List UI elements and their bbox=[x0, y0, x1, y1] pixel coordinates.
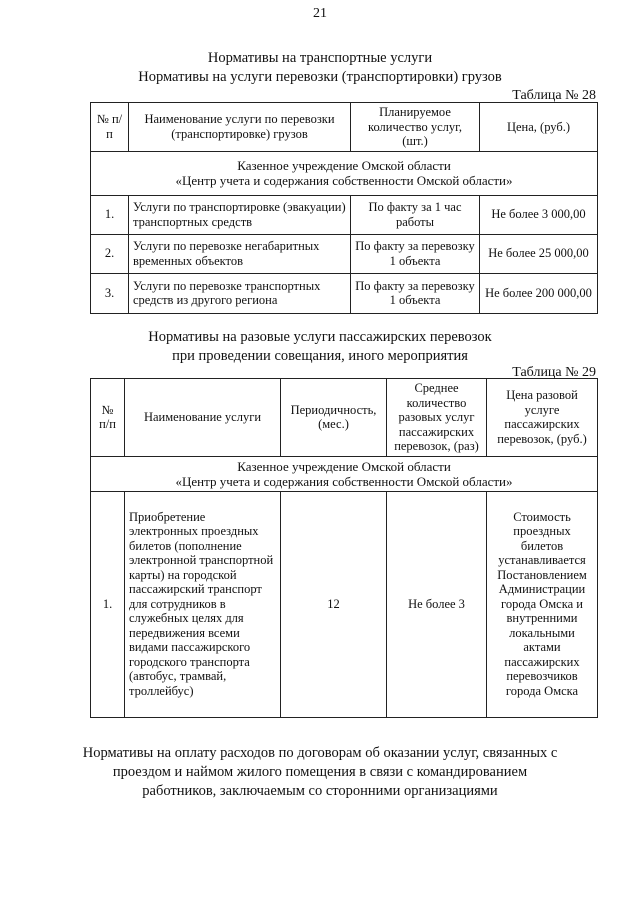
table28-row2-qty: По факту за перевозку 1 объекта bbox=[351, 234, 480, 273]
table-28 bbox=[90, 102, 598, 314]
table28-header-qty: Планируемое количество услуг, (шт.) bbox=[351, 103, 480, 152]
table28-row1-num: 1. bbox=[91, 195, 129, 234]
table29-row1-num: 1. bbox=[91, 491, 125, 717]
table28-org-row bbox=[91, 151, 598, 195]
table-row bbox=[91, 234, 598, 273]
section3-title-line1: Нормативы на оплату расходов по договорам об оказании услуг, связанных с bbox=[82, 745, 558, 761]
table28-row3-qty: По факту за перевозку 1 объекта bbox=[351, 273, 480, 313]
table28-row1-price: Не более 3 000,00 bbox=[480, 195, 598, 234]
table28-org-cell bbox=[91, 151, 598, 195]
page-number: 21 bbox=[313, 6, 327, 21]
table28-header-num: № п/п bbox=[91, 103, 129, 152]
table29-row1-period: 12 bbox=[281, 491, 387, 717]
table29-header-period: Периодичность, (мес.) bbox=[281, 379, 387, 457]
table28-header-name: Наименование услуги по перевозки (транспортировке) грузов bbox=[129, 103, 351, 152]
table-29 bbox=[90, 378, 598, 718]
table28-row2-num: 2. bbox=[91, 234, 129, 273]
table28-org-line2: «Центр учета и содержания собственности Омской области» bbox=[175, 173, 513, 188]
section1-title-line1: Нормативы на транспортные услуги bbox=[207, 50, 433, 66]
table29-header-name: Наименование услуги bbox=[125, 379, 281, 457]
table29-org-line1: Казенное учреждение Омской области bbox=[237, 458, 451, 474]
table29-row1-name: Приобретение электронных проездных билетов (пополнение электронной транспортной карты) на городской пассажирский транспорт для сотрудников в служебных целях для передвижения всеми видами пассажирского городского транспорта (автобус, трамвай, троллейбус) bbox=[125, 491, 281, 717]
section1-title-line2: Нормативы на услуги перевозки (транспортировки) грузов bbox=[138, 69, 502, 85]
table29-header-price: Цена разовой услуге пассажирских перевозок, (руб.) bbox=[487, 379, 598, 457]
table28-row1-name: Услуги по транспортировке (эвакуации) транспортных средств bbox=[129, 195, 351, 234]
section2-title-line1: Нормативы на разовые услуги пассажирских перевозок bbox=[148, 329, 492, 345]
table-row bbox=[91, 195, 598, 234]
table29-row1-count: Не более 3 bbox=[387, 491, 487, 717]
table29-header-num: № п/п bbox=[91, 379, 125, 457]
table28-header-price: Цена, (руб.) bbox=[480, 103, 598, 152]
table29-label: Таблица № 29 bbox=[512, 365, 596, 380]
table29-header-row bbox=[91, 379, 598, 457]
section3-title-line2: проездом и наймом жилого помещения в связи с командированием bbox=[112, 764, 528, 780]
table28-row2-price: Не более 25 000,00 bbox=[480, 234, 598, 273]
table-row bbox=[91, 491, 598, 717]
table28-row3-num: 3. bbox=[91, 273, 129, 313]
table28-org-line1: Казенное учреждение Омской области bbox=[237, 158, 451, 173]
table-row bbox=[91, 273, 598, 313]
table28-label: Таблица № 28 bbox=[512, 88, 596, 103]
table28-row3-price: Не более 200 000,00 bbox=[480, 273, 598, 313]
table29-org-cell bbox=[91, 456, 598, 491]
section2-title-line2: при проведении совещания, иного мероприятия bbox=[172, 348, 468, 364]
table28-row2-name: Услуги по перевозке негабаритных временных объектов bbox=[129, 234, 351, 273]
table29-row1-price: Стоимость проездных билетов устанавливается Постановлением Администрации города Омска и внутренними локальными актами пассажирских перевозчиков города Омска bbox=[487, 491, 598, 717]
table29-org-line2: «Центр учета и содержания собственности Омской области» bbox=[175, 473, 513, 489]
table28-row1-qty: По факту за 1 час работы bbox=[351, 195, 480, 234]
section3-title-line3: работников, заключаемым со сторонними организациями bbox=[142, 783, 498, 799]
table28-row3-name: Услуги по перевозке транспортных средств из другого региона bbox=[129, 273, 351, 313]
table29-header-count: Среднее количество разовых услуг пассажирских перевозок, (раз) bbox=[387, 379, 487, 457]
table28-header-row bbox=[91, 103, 598, 152]
table29-org-row bbox=[91, 456, 598, 491]
